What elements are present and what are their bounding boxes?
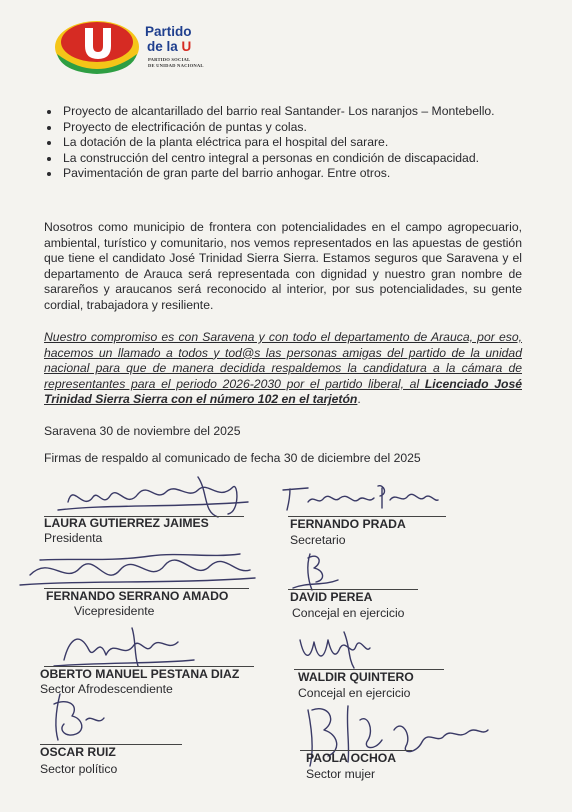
list-item: Proyecto de alcantarillado del barrio real Santander- Los naranjos – Montebello.	[44, 104, 522, 120]
signatory-name: PAOLA OCHOA	[306, 751, 397, 765]
signatory-name: OSCAR RUIZ	[40, 745, 116, 759]
signature-laura	[48, 472, 258, 522]
signatory-name: DAVID PEREA	[290, 590, 373, 604]
signatory-name: WALDIR QUINTERO	[298, 670, 414, 684]
signatory-role: Sector mujer	[306, 767, 376, 781]
signatory-role: Vicepresidente	[74, 604, 155, 618]
signatory-name: FERNANDO SERRANO AMADO	[46, 589, 229, 603]
brand-subtitle-2: DE UNIDAD NACIONAL	[148, 63, 204, 68]
signatory-role: Secretario	[290, 533, 346, 547]
signatory-name: LAURA GUTIERREZ JAIMES	[44, 516, 209, 530]
party-logo-icon	[52, 14, 142, 76]
signature-waldir	[296, 628, 376, 672]
brand-subtitle-1: PARTIDO SOCIAL	[148, 57, 191, 62]
brand-name-line2: de la U	[147, 39, 192, 54]
signatory-role: Concejal en ejercicio	[298, 686, 411, 700]
signature-fernando-prada	[278, 482, 448, 514]
signatory-role: Sector Afrodescendiente	[40, 682, 173, 696]
project-list	[44, 104, 522, 182]
signatory-role: Sector político	[40, 762, 118, 776]
brand-name-line1: Partido	[145, 24, 192, 39]
signature-oberto	[44, 620, 204, 672]
signatory-role: Presidenta	[44, 531, 103, 545]
signature-david-perea	[288, 552, 348, 594]
list-item: Pavimentación de gran parte del barrio anhogar. Entre otros.	[44, 166, 522, 182]
party-logo	[52, 14, 252, 84]
list-item: La dotación de la planta eléctrica para el hospital del sarare.	[44, 135, 522, 151]
signatory-name: OBERTO MANUEL PESTANA DIAZ	[40, 667, 240, 681]
paragraph-commitment: Nuestro compromiso es con Saravena y con todo el departamento de Arauca, por eso, hacemos un llamado a todos y tod@s las personas amigas del partido de la unidad nacional para que de manera decidida respaldemos la candidatura a la cámara de representantes para el periodo 2026-2030 por el partido liberal, al Licenciado José Trinidad Sierra Sierra con el número 102 en el tarjetón.	[44, 330, 522, 407]
paragraph-municipio: Nosotros como municipio de frontera con potencialidades en el campo agropecuario, ambiental, turístico y comunitario, nos vemos representados en las apuestas de gestión que tiene el candidato José Trinidad Sierra Sierra. Estamos seguros que Saravena y el departamento de Arauca será representada con dignidad y nuestro gran nombre de sarareños y araucanos será reconocido al interior, por sus potencialidades, su gente cordial, trabajadora y resiliente.	[44, 220, 522, 312]
signature-oscar	[36, 690, 116, 746]
list-item: Proyecto de electrificación de puntas y colas.	[44, 120, 522, 136]
date-line: Saravena 30 de noviembre del 2025	[44, 424, 241, 438]
signatures-intro: Firmas de respaldo al comunicado de fecha 30 de diciembre del 2025	[44, 451, 421, 465]
list-item: La construcción del centro integral a personas en condición de discapacidad.	[44, 151, 522, 167]
signatory-role: Concejal en ejercicio	[292, 606, 405, 620]
signatory-name: FERNANDO PRADA	[290, 517, 406, 531]
